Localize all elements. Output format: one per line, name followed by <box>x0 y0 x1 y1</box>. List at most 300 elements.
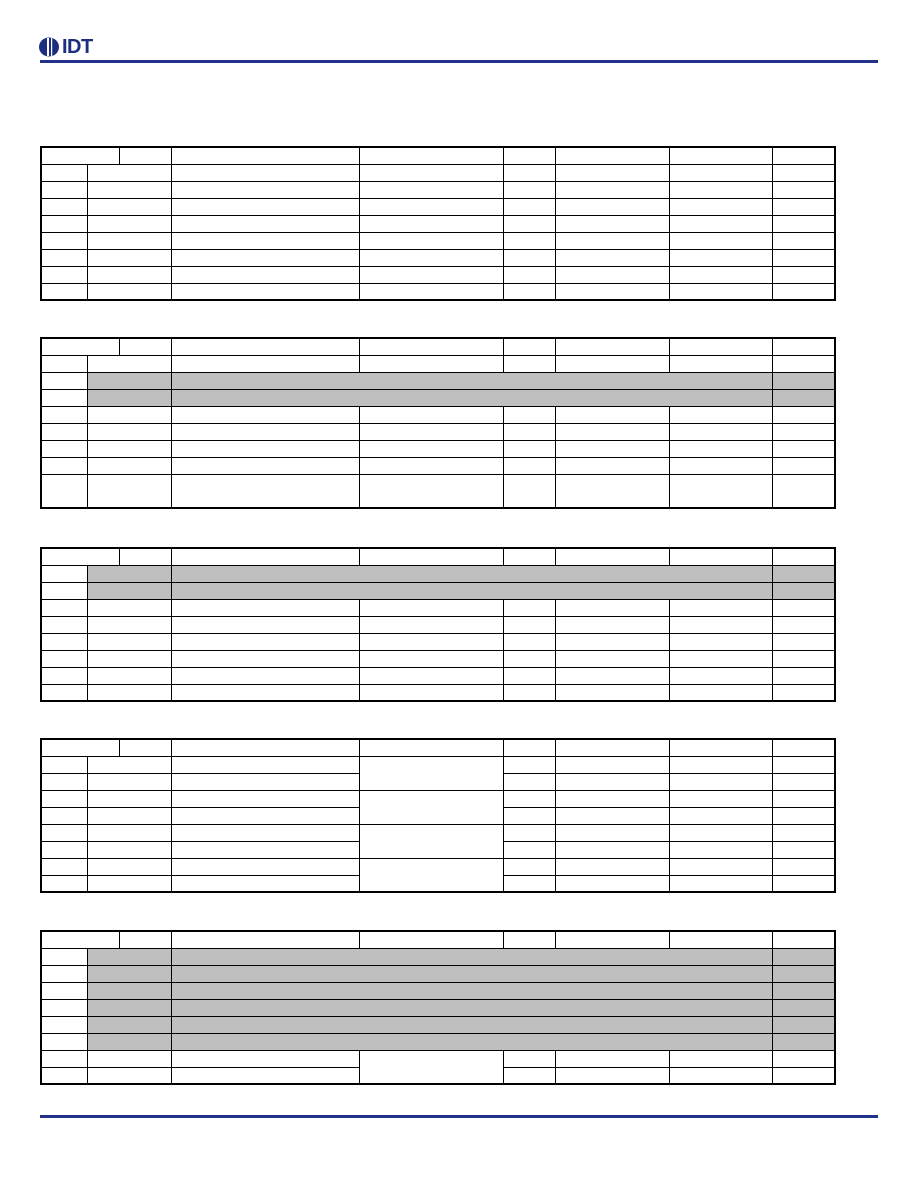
table-cell <box>87 858 171 875</box>
header-cell <box>171 931 359 948</box>
table-row <box>41 457 835 474</box>
table-cell <box>359 599 503 616</box>
table-cell <box>171 858 359 875</box>
table-cell <box>669 232 772 249</box>
table-row <box>41 858 835 875</box>
table-cell <box>87 841 171 858</box>
header-cell <box>171 548 359 565</box>
table-cell <box>503 355 555 372</box>
table-cell <box>503 773 555 790</box>
table-cell <box>87 198 171 215</box>
table-row <box>41 633 835 650</box>
table-cell <box>171 841 359 858</box>
header-cell <box>555 338 669 355</box>
reserved-cell <box>772 982 835 999</box>
table-cell <box>503 474 555 508</box>
table-cell <box>555 773 669 790</box>
table-header-row <box>41 739 835 756</box>
table-cell <box>41 423 87 440</box>
header-cell <box>503 147 555 164</box>
table-cell <box>41 1016 87 1033</box>
table-cell <box>359 249 503 266</box>
footer-rule <box>40 1115 878 1118</box>
table-cell <box>772 599 835 616</box>
table-cell <box>669 684 772 701</box>
table-cell <box>669 858 772 875</box>
table-cell <box>772 266 835 283</box>
table-cell <box>669 164 772 181</box>
table-cell <box>87 406 171 423</box>
table-row <box>41 406 835 423</box>
table-cell <box>772 215 835 232</box>
table-cell <box>772 790 835 807</box>
table-cell <box>669 1067 772 1084</box>
table-cell <box>669 773 772 790</box>
table-cell <box>171 198 359 215</box>
header-cell <box>503 548 555 565</box>
table-cell <box>503 650 555 667</box>
table-cell <box>772 875 835 892</box>
table-cell <box>669 875 772 892</box>
table-cell <box>171 599 359 616</box>
table-cell <box>171 440 359 457</box>
table-cell <box>555 355 669 372</box>
header-cell <box>772 931 835 948</box>
table-cell <box>87 1067 171 1084</box>
table-cell <box>669 283 772 300</box>
table-cell <box>41 1033 87 1050</box>
header-cell <box>555 548 669 565</box>
table-cell <box>555 599 669 616</box>
table-cell <box>555 858 669 875</box>
header-cell <box>119 338 171 355</box>
table-cell <box>503 266 555 283</box>
table-cell <box>503 599 555 616</box>
table-cell <box>41 633 87 650</box>
table-cell <box>555 756 669 773</box>
table-cell <box>41 841 87 858</box>
reserved-cell <box>87 372 171 389</box>
table-cell <box>171 249 359 266</box>
table-cell <box>171 773 359 790</box>
idt-logo <box>38 35 108 59</box>
header-cell <box>772 548 835 565</box>
table-cell <box>41 283 87 300</box>
table-cell <box>359 406 503 423</box>
table-cell <box>669 633 772 650</box>
table-cell <box>669 650 772 667</box>
reserved-cell <box>87 948 171 965</box>
reserved-cell <box>171 999 772 1016</box>
table-cell <box>772 858 835 875</box>
table-cell <box>171 164 359 181</box>
table-cell <box>41 474 87 508</box>
table-row <box>41 266 835 283</box>
table-cell <box>669 181 772 198</box>
table-cell <box>555 406 669 423</box>
reserved-row <box>41 948 835 965</box>
table-row <box>41 198 835 215</box>
table-cell <box>555 841 669 858</box>
idt-logo-icon <box>38 37 60 57</box>
table-cell <box>41 215 87 232</box>
reserved-cell <box>772 1016 835 1033</box>
table-cell <box>171 355 359 372</box>
header-cell <box>555 931 669 948</box>
table-cell <box>669 215 772 232</box>
table-cell <box>41 565 87 582</box>
table-cell <box>41 232 87 249</box>
reserved-row <box>41 582 835 599</box>
table-cell <box>555 440 669 457</box>
table-cell <box>41 616 87 633</box>
table-cell <box>41 982 87 999</box>
table-cell <box>669 423 772 440</box>
table-cell <box>359 457 503 474</box>
table-cell <box>669 841 772 858</box>
table-cell <box>87 824 171 841</box>
table-cell <box>503 684 555 701</box>
reserved-row <box>41 965 835 982</box>
table-row <box>41 1050 835 1067</box>
table-cell <box>772 824 835 841</box>
table-row <box>41 756 835 773</box>
table-cell <box>41 181 87 198</box>
reserved-row <box>41 389 835 406</box>
table-cell <box>41 667 87 684</box>
table-cell <box>87 232 171 249</box>
table-cell <box>41 824 87 841</box>
table-cell <box>772 181 835 198</box>
table-cell <box>87 181 171 198</box>
table-cell <box>555 474 669 508</box>
table-cell <box>503 181 555 198</box>
table-cell <box>41 599 87 616</box>
table-cell <box>669 807 772 824</box>
table-cell <box>87 215 171 232</box>
header-cell <box>41 739 119 756</box>
reserved-row <box>41 982 835 999</box>
table-cell <box>87 164 171 181</box>
table-cell <box>555 824 669 841</box>
table-cell <box>503 807 555 824</box>
table-cell <box>503 440 555 457</box>
table-cell <box>772 474 835 508</box>
table-cell <box>772 423 835 440</box>
table-cell <box>87 423 171 440</box>
table-cell <box>503 406 555 423</box>
reserved-cell <box>171 948 772 965</box>
table-cell <box>171 756 359 773</box>
table-cell <box>171 232 359 249</box>
header-cell <box>119 147 171 164</box>
table-cell <box>772 633 835 650</box>
table-cell <box>41 406 87 423</box>
table-cell <box>555 457 669 474</box>
table-row <box>41 423 835 440</box>
merged-cell <box>359 858 503 892</box>
table-cell <box>669 266 772 283</box>
reserved-cell <box>772 389 835 406</box>
table-cell <box>87 1050 171 1067</box>
table-cell <box>41 1067 87 1084</box>
table-cell <box>87 616 171 633</box>
header-cell <box>171 147 359 164</box>
header-cell <box>555 739 669 756</box>
table-cell <box>359 181 503 198</box>
table-cell <box>171 283 359 300</box>
table-cell <box>359 215 503 232</box>
table-row <box>41 824 835 841</box>
table-cell <box>555 198 669 215</box>
table-cell <box>503 423 555 440</box>
table-cell <box>359 616 503 633</box>
header-cell <box>669 147 772 164</box>
header-cell <box>119 931 171 948</box>
merged-cell <box>359 1050 503 1084</box>
table-cell <box>772 440 835 457</box>
table-cell <box>772 807 835 824</box>
register-table-3 <box>40 547 836 702</box>
table-cell <box>171 474 359 508</box>
table-cell <box>171 1050 359 1067</box>
header-cell <box>359 548 503 565</box>
merged-cell <box>359 756 503 790</box>
table-cell <box>555 181 669 198</box>
table-cell <box>772 164 835 181</box>
register-table-5 <box>40 930 836 1085</box>
header-cell <box>772 739 835 756</box>
header-cell <box>359 931 503 948</box>
table-cell <box>503 457 555 474</box>
table-cell <box>503 756 555 773</box>
table-cell <box>41 999 87 1016</box>
table-cell <box>359 283 503 300</box>
table-cell <box>503 1067 555 1084</box>
register-table-1 <box>40 146 836 301</box>
table-row <box>41 181 835 198</box>
reserved-cell <box>772 565 835 582</box>
table-cell <box>503 198 555 215</box>
table-cell <box>359 667 503 684</box>
header-cell <box>669 338 772 355</box>
table-cell <box>87 875 171 892</box>
table-cell <box>555 232 669 249</box>
table-cell <box>503 616 555 633</box>
header-cell <box>669 548 772 565</box>
table-cell <box>87 807 171 824</box>
table-cell <box>669 474 772 508</box>
header-cell <box>503 931 555 948</box>
table-cell <box>503 858 555 875</box>
reserved-cell <box>87 965 171 982</box>
table-cell <box>41 684 87 701</box>
table-cell <box>171 406 359 423</box>
table-cell <box>669 198 772 215</box>
table-cell <box>555 684 669 701</box>
table-cell <box>87 684 171 701</box>
header-cell <box>41 147 119 164</box>
table-row <box>41 790 835 807</box>
table-cell <box>772 249 835 266</box>
table-cell <box>503 283 555 300</box>
table-cell <box>41 756 87 773</box>
table-cell <box>503 232 555 249</box>
table-cell <box>171 807 359 824</box>
table-cell <box>87 266 171 283</box>
table-cell <box>41 389 87 406</box>
table-cell <box>87 650 171 667</box>
table-cell <box>359 440 503 457</box>
header-cell <box>41 548 119 565</box>
table-cell <box>41 372 87 389</box>
table-cell <box>171 266 359 283</box>
table-cell <box>41 773 87 790</box>
reserved-cell <box>171 372 772 389</box>
table-cell <box>555 650 669 667</box>
reserved-cell <box>772 1033 835 1050</box>
brand-name: IDT <box>62 36 93 58</box>
header-cell <box>41 338 119 355</box>
register-table-2 <box>40 337 836 509</box>
table-cell <box>772 841 835 858</box>
table-cell <box>772 650 835 667</box>
table-cell <box>669 599 772 616</box>
table-cell <box>503 215 555 232</box>
header-cell <box>669 931 772 948</box>
table-cell <box>171 181 359 198</box>
table-cell <box>171 457 359 474</box>
table-cell <box>669 756 772 773</box>
table-cell <box>669 1050 772 1067</box>
reserved-cell <box>171 389 772 406</box>
table-cell <box>503 633 555 650</box>
header-cell <box>359 739 503 756</box>
table-cell <box>359 684 503 701</box>
reserved-cell <box>772 948 835 965</box>
table-cell <box>171 1067 359 1084</box>
table-header-row <box>41 548 835 565</box>
table-cell <box>555 875 669 892</box>
table-cell <box>87 599 171 616</box>
table-cell <box>503 841 555 858</box>
table-cell <box>171 633 359 650</box>
table-cell <box>555 790 669 807</box>
table-header-row <box>41 931 835 948</box>
table-cell <box>772 756 835 773</box>
table-header-row <box>41 338 835 355</box>
reserved-cell <box>171 582 772 599</box>
table-row <box>41 667 835 684</box>
table-cell <box>503 1050 555 1067</box>
table-cell <box>555 283 669 300</box>
table-cell <box>669 406 772 423</box>
table-cell <box>555 616 669 633</box>
table-cell <box>772 232 835 249</box>
table-cell <box>171 684 359 701</box>
header-cell <box>503 338 555 355</box>
table-cell <box>171 824 359 841</box>
table-cell <box>87 249 171 266</box>
reserved-row <box>41 1016 835 1033</box>
table-cell <box>41 440 87 457</box>
reserved-cell <box>87 582 171 599</box>
reserved-cell <box>171 1016 772 1033</box>
header-cell <box>669 739 772 756</box>
table-cell <box>41 457 87 474</box>
table-cell <box>41 266 87 283</box>
table-cell <box>669 824 772 841</box>
table-cell <box>41 582 87 599</box>
header-cell <box>119 739 171 756</box>
table-row <box>41 232 835 249</box>
table-cell <box>171 423 359 440</box>
reserved-cell <box>171 565 772 582</box>
table-cell <box>359 198 503 215</box>
table-cell <box>41 858 87 875</box>
table-cell <box>87 457 171 474</box>
table-cell <box>87 790 171 807</box>
table-cell <box>503 249 555 266</box>
reserved-cell <box>772 965 835 982</box>
reserved-cell <box>87 389 171 406</box>
table-cell <box>669 355 772 372</box>
table-cell <box>359 423 503 440</box>
header-cell <box>359 338 503 355</box>
table-cell <box>41 355 87 372</box>
table-cell <box>41 249 87 266</box>
reserved-cell <box>87 1016 171 1033</box>
table-cell <box>87 667 171 684</box>
header-cell <box>119 548 171 565</box>
table-cell <box>669 249 772 266</box>
merged-cell <box>359 824 503 858</box>
table-cell <box>772 684 835 701</box>
reserved-row <box>41 565 835 582</box>
table-row <box>41 164 835 181</box>
register-table-4 <box>40 738 836 893</box>
table-cell <box>503 667 555 684</box>
table-cell <box>171 875 359 892</box>
table-header-row <box>41 147 835 164</box>
table-row <box>41 650 835 667</box>
header-cell <box>171 338 359 355</box>
table-cell <box>41 164 87 181</box>
reserved-cell <box>772 999 835 1016</box>
table-cell <box>171 215 359 232</box>
table-row <box>41 684 835 701</box>
table-cell <box>171 667 359 684</box>
table-cell <box>772 457 835 474</box>
header-cell <box>171 739 359 756</box>
table-cell <box>359 164 503 181</box>
table-cell <box>772 355 835 372</box>
table-cell <box>555 266 669 283</box>
reserved-row <box>41 372 835 389</box>
table-cell <box>772 1067 835 1084</box>
table-row <box>41 474 835 508</box>
table-cell <box>171 650 359 667</box>
table-cell <box>87 773 171 790</box>
table-row <box>41 616 835 633</box>
table-cell <box>669 790 772 807</box>
reserved-cell <box>171 965 772 982</box>
table-cell <box>669 440 772 457</box>
merged-cell <box>359 790 503 824</box>
header-cell <box>555 147 669 164</box>
table-cell <box>555 1050 669 1067</box>
table-cell <box>772 773 835 790</box>
